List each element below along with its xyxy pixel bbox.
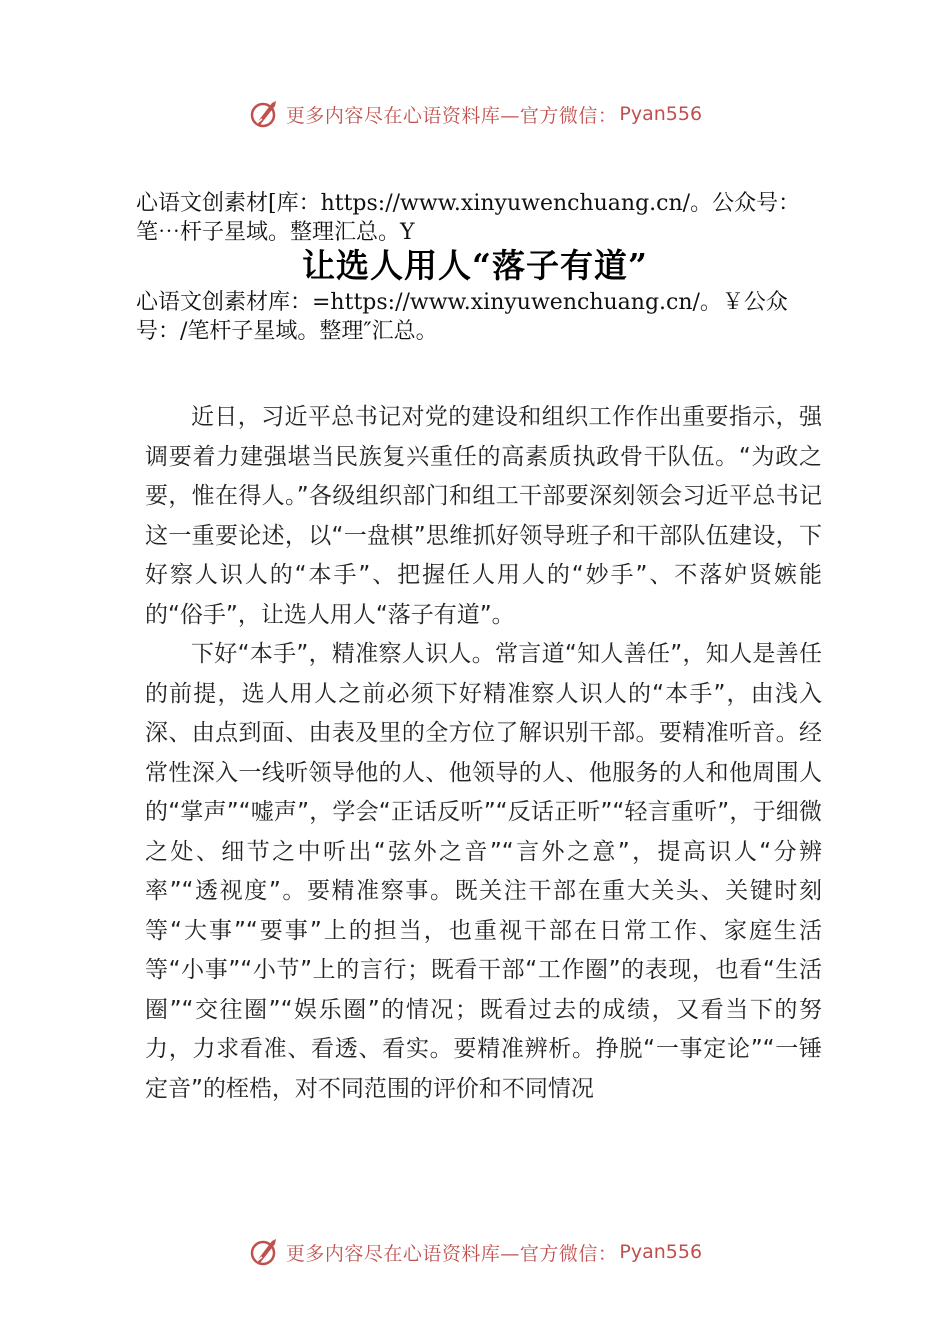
banner-text: 更多内容尽在心语资料库—官方微信：: [285, 1242, 618, 1265]
document-title: 让选人用人“落子有道”: [302, 246, 648, 285]
quill-logo-icon: [248, 97, 282, 131]
watermark-ad-line: 心语文创素材库：=https://www.xinyuwenchuang.cn/。￥公众号：/笔杆子星域。整理″汇总。: [136, 290, 788, 344]
quill-logo-icon: [248, 1235, 282, 1269]
banner-wechat-id: Pyan556: [619, 103, 703, 125]
paragraph: 下好“本手”，精准察人识人。常言道“知人善任”，知人是善任的前提，选人用人之前必须下好精准察人识人的“本手”，由浅入深、由点到面、由表及里的全方位了解识别干部。要精准听音。经常性深入一线听领导他的人、他领导的人、他服务的人和他周围人的“掌声”“嘘声”，学会“正话反听”“反话正听”“轻言重听”，于细微之处、细节之中听出“弦外之音”“言外之意”，提高识人“分辨率”“透视度”。要精准察事。既关注干部在重大关头、关键时刻等“大事”“要事”上的担当，也重视干部在日常工作、家庭生活等“小事”“小节”上的言行；既看干部“工作圈”的表现，也看“生活圈”“交往圈”“娱乐圈”的情况；既看过去的成绩，又看当下的努力，力求看准、看透、看实。要精准辨析。挣脱“一事定论”“一锤定音”的桎梏，对不同范围的评价和不同情况: [145, 641, 822, 1102]
banner-text: 更多内容尽在心语资料库—官方微信：: [285, 104, 618, 127]
banner-wechat-id: Pyan556: [619, 1241, 703, 1263]
paragraph: 近日，习近平总书记对党的建设和组织工作作出重要指示，强调要着力建强堪当民族复兴重任的高素质执政骨干队伍。“为政之要，惟在得人。”各级组织部门和组工干部要深刻领会习近平总书记这一重要论述，以“一盘棋”思维抓好领导班子和干部队伍建设，下好察人识人的“本手”、把握任人用人的“妙手”、不落妒贤嫉能的“俗手”，让选人用人“落子有道”。: [145, 404, 822, 628]
header-banner: [0, 94, 950, 134]
watermark-ad-line: 心语文创素材[库：https://www.xinyuwenchuang.cn/。公众号：笔⋯杆子星域。整理汇总。Y: [136, 191, 801, 245]
article-body: [145, 398, 822, 1109]
footer-banner: [0, 1232, 950, 1272]
